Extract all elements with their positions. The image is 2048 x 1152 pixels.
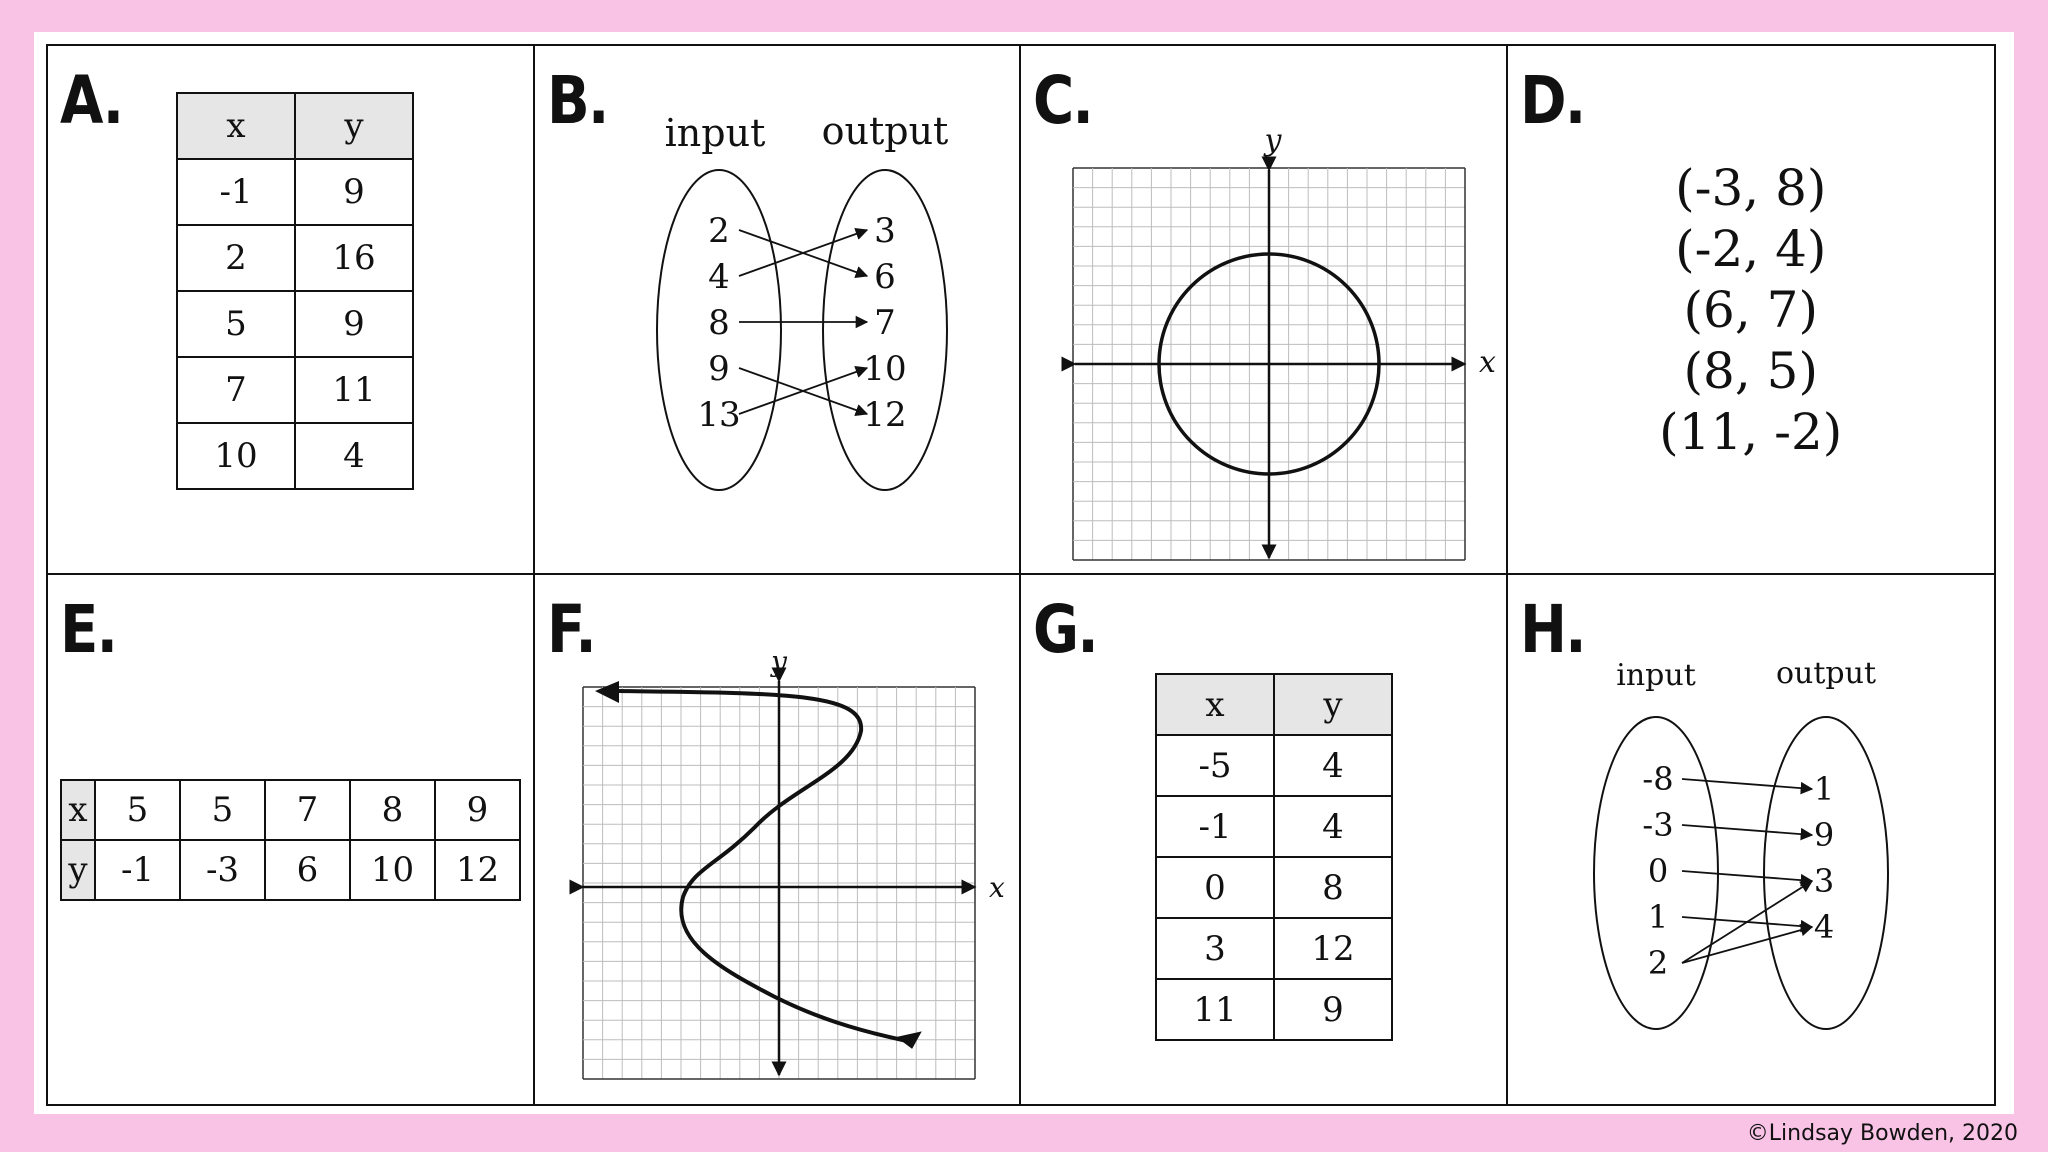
panel-h-output-value: 1 xyxy=(1813,770,1834,809)
panel-c-y-label: y xyxy=(1264,123,1282,158)
panel-a-letter: A. xyxy=(60,62,123,139)
panel-h xyxy=(1508,575,1995,1104)
panel-h-output-value: 3 xyxy=(1813,862,1834,901)
panel-a-header-x: x xyxy=(177,93,295,159)
panel-b-input-value: 9 xyxy=(707,348,730,389)
panel-a-cell: 4 xyxy=(295,423,413,489)
panel-a-cell: 2 xyxy=(177,225,295,291)
panel-d-point-list xyxy=(1508,158,1995,463)
panel-g-cell: 11 xyxy=(1156,979,1274,1040)
panel-e-table xyxy=(60,779,521,901)
panel-e-cell: 10 xyxy=(350,840,435,900)
panel-h-arrow xyxy=(1682,825,1812,835)
panel-d-point: (-2, 4) xyxy=(1675,220,1827,278)
panel-c xyxy=(1021,46,1508,575)
panel-b-letter: B. xyxy=(546,62,608,139)
panel-a xyxy=(48,46,535,575)
panel-b-input-label: input xyxy=(664,111,765,155)
panel-h-letter: H. xyxy=(1519,591,1585,668)
panel-c-graph xyxy=(1021,46,1507,574)
panel-g-cell: 0 xyxy=(1156,857,1274,918)
panel-b-output-value: 10 xyxy=(862,348,907,389)
panel-a-cell: 5 xyxy=(177,291,295,357)
panel-a-cell: -1 xyxy=(177,159,295,225)
panel-g-letter: G. xyxy=(1033,591,1097,668)
panel-h-mapping-diagram xyxy=(1508,575,1994,1103)
copyright-text: ©Lindsay Bowden, 2020 xyxy=(1746,1121,2018,1146)
panel-g-cell: 9 xyxy=(1274,979,1392,1040)
panel-b-output-value: 12 xyxy=(862,394,907,435)
panel-a-cell: 9 xyxy=(295,159,413,225)
panel-e-cell: 9 xyxy=(435,780,520,840)
panel-a-header-y: y xyxy=(295,93,413,159)
panel-g-cell: 3 xyxy=(1156,918,1274,979)
panel-b-input-value: 8 xyxy=(707,302,730,343)
panel-e-letter: E. xyxy=(60,591,117,668)
panel-d-point: (6, 7) xyxy=(1683,281,1818,339)
panel-b-output-value: 7 xyxy=(873,302,896,343)
panel-f-left-arrowhead xyxy=(595,681,619,703)
panel-f-graph xyxy=(535,575,1021,1103)
panel-a-cell: 16 xyxy=(295,225,413,291)
panel-e-cell: 5 xyxy=(180,780,265,840)
panel-f xyxy=(535,575,1022,1104)
panel-b-output-value: 3 xyxy=(873,210,896,251)
panel-e-cell: 7 xyxy=(265,780,350,840)
panel-d xyxy=(1508,46,1995,575)
panel-f-curve xyxy=(617,691,907,1041)
panel-h-input-value: 0 xyxy=(1647,852,1668,891)
panel-h-input-value: 1 xyxy=(1647,898,1668,937)
panel-b-mapping-diagram xyxy=(535,46,1021,574)
panel-e-cell: 8 xyxy=(350,780,435,840)
panel-c-x-label: x xyxy=(1479,345,1496,380)
panel-a-table xyxy=(176,92,414,490)
panel-h-arrow xyxy=(1682,881,1812,963)
panel-h-input-value: 2 xyxy=(1647,944,1668,983)
panel-g-cell: 12 xyxy=(1274,918,1392,979)
panel-b-input-value: 4 xyxy=(707,256,730,297)
panel-f-letter: F. xyxy=(546,591,595,668)
panel-b-input-value: 2 xyxy=(707,210,730,251)
panel-e xyxy=(48,575,535,1104)
panel-e-cell: 5 xyxy=(95,780,180,840)
panel-e-cell: -3 xyxy=(180,840,265,900)
panel-h-output-value: 9 xyxy=(1813,816,1834,855)
panel-d-point: (8, 5) xyxy=(1683,342,1818,400)
panel-h-arrow xyxy=(1682,779,1812,789)
panel-g-cell: -1 xyxy=(1156,796,1274,857)
panel-g-cell: 4 xyxy=(1274,735,1392,796)
panel-h-arrow xyxy=(1682,871,1812,881)
panel-h-output-label: output xyxy=(1775,656,1876,691)
panel-g-cell: 8 xyxy=(1274,857,1392,918)
panel-a-cell: 10 xyxy=(177,423,295,489)
panel-f-x-label: x xyxy=(988,871,1005,904)
panel-f-y-label: y xyxy=(770,645,787,678)
panel-g xyxy=(1021,575,1508,1104)
panel-h-input-value: -3 xyxy=(1641,806,1674,845)
panel-b xyxy=(535,46,1022,575)
panel-g-cell: -5 xyxy=(1156,735,1274,796)
panel-h-input-value: -8 xyxy=(1641,760,1674,799)
panel-c-letter: C. xyxy=(1033,62,1093,139)
panel-d-letter: D. xyxy=(1519,62,1584,139)
panel-d-point: (11, -2) xyxy=(1659,403,1843,461)
panel-e-header-y: y xyxy=(61,840,95,900)
panel-g-cell: 4 xyxy=(1274,796,1392,857)
panel-b-input-value: 13 xyxy=(696,394,741,435)
panel-e-header-x: x xyxy=(61,780,95,840)
panel-grid xyxy=(46,44,1996,1106)
panel-b-output-label: output xyxy=(821,109,948,153)
panel-h-input-label: input xyxy=(1615,658,1696,693)
panel-g-header-x: x xyxy=(1156,674,1274,735)
panel-e-cell: 6 xyxy=(265,840,350,900)
panel-b-output-value: 6 xyxy=(873,256,896,297)
panel-g-table xyxy=(1155,673,1393,1041)
panel-e-cell: 12 xyxy=(435,840,520,900)
panel-h-arrow xyxy=(1682,927,1812,963)
panel-h-output-value: 4 xyxy=(1813,908,1834,947)
panel-e-cell: -1 xyxy=(95,840,180,900)
panel-g-header-y: y xyxy=(1274,674,1392,735)
panel-a-cell: 11 xyxy=(295,357,413,423)
panel-d-point: (-3, 8) xyxy=(1675,159,1827,217)
panel-a-cell: 7 xyxy=(177,357,295,423)
panel-a-cell: 9 xyxy=(295,291,413,357)
